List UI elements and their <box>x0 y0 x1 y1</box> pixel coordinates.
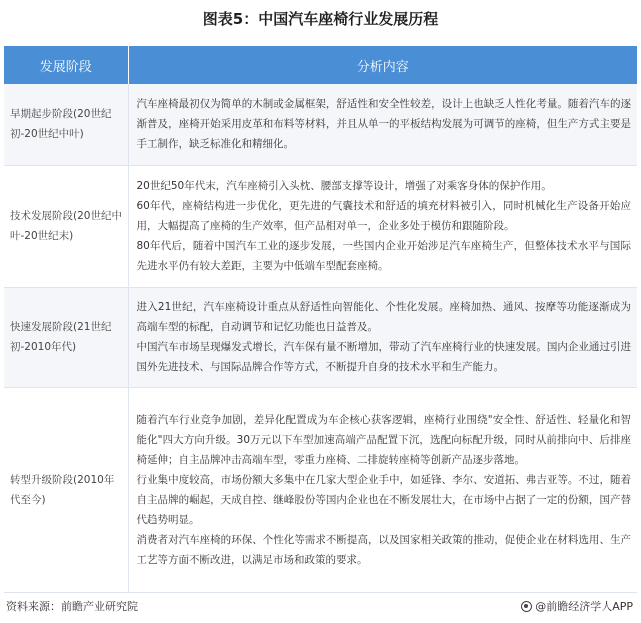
analysis-paragraph: 汽车座椅最初仅为简单的木制或金属框架，舒适性和安全性较差，设计上也缺乏人性化考量。随着汽车的逐渐普及，座椅开始采用皮革和布料等材料，并且从单一的平板结构发展为可调节的座椅，但生产方式主要是手工制作，缺乏标准化和精细化。 <box>136 98 631 151</box>
analysis-paragraph: 60年代，座椅结构进一步优化，更先进的气囊技术和舒适的填充材料被引入，同时机械化生产设备开始应用，大幅提高了座椅的生产效率，但产品相对单一，企业多处于模仿和跟随阶段。 <box>136 200 631 232</box>
analysis-paragraph: 80年代后，随着中国汽车工业的逐步发展，一些国内企业开始涉足汽车座椅生产，但整体技术水平与国际先进水平仍有较大差距，主要为中低端车型配套座椅。 <box>136 240 631 272</box>
analysis-cell <box>128 165 637 287</box>
analysis-cell <box>128 387 637 592</box>
stage-cell: 技术发展阶段(20世纪中叶-20世纪末) <box>4 165 128 287</box>
page-title: 图表5：中国汽车座椅行业发展历程 <box>202 10 439 28</box>
analysis-paragraph: 20世纪50年代末，汽车座椅引入头枕、腰部支撑等设计，增强了对乘客身体的保护作用。 <box>136 180 552 192</box>
stage-cell: 快速发展阶段(21世纪初-2010年代) <box>4 287 128 387</box>
brand-credit <box>521 598 633 614</box>
stage-cell: 早期起步阶段(20世纪初-20世纪中叶) <box>4 84 128 165</box>
table-row <box>4 387 637 592</box>
analysis-paragraph: 随着汽车行业竞争加剧，差异化配置成为车企核心获客逻辑，座椅行业围绕"安全性、舒适性、轻量化和智能化"四大方向升级。30万元以下车型加速高端产品配置下沉，选配向标配升级，同时从前排向中、后排座椅延伸；自主品牌冲击高端车型，零重力座椅、二排旋转座椅等创新产品逐步落地。 <box>136 413 631 466</box>
circle-logo-icon <box>521 601 532 612</box>
stage-cell: 转型升级阶段(2010年代至今) <box>4 387 128 592</box>
analysis-paragraph: 消费者对汽车座椅的环保、个性化等需求不断提高，以及国家相关政策的推动，促使企业在材料选用、生产工艺等方面不断改进，以满足市场和政策的要求。 <box>136 533 631 566</box>
table-row <box>4 287 637 387</box>
source-note: 资料来源：前瞻产业研究院 <box>6 600 138 613</box>
header-analysis: 分析内容 <box>128 46 637 84</box>
header-stage: 发展阶段 <box>4 46 128 84</box>
analysis-paragraph: 中国汽车市场呈现爆发式增长，汽车保有量不断增加，带动了汽车座椅行业的快速发展。国内企业通过引进国外先进技术、与国际品牌合作等方式，不断提升自身的技术水平和生产能力。 <box>136 341 631 373</box>
analysis-paragraph: 行业集中度较高，市场份额大多集中在几家大型企业手中，如延锋、李尔、安道拓、弗吉亚等。不过，随着自主品牌的崛起，天成自控、继峰股份等国内企业也在不断发展壮大，在市场中占据了一定的份额，国产替代趋势明显。 <box>136 473 631 526</box>
table-row <box>4 165 637 287</box>
brand-label: @前瞻经济学人APP <box>535 600 633 613</box>
analysis-cell <box>128 287 637 387</box>
development-table <box>4 46 637 593</box>
analysis-cell <box>128 84 637 165</box>
analysis-paragraph: 进入21世纪，汽车座椅设计重点从舒适性向智能化、个性化发展。座椅加热、通风、按摩等功能逐渐成为高端车型的标配，自动调节和记忆功能也日益普及。 <box>136 301 631 333</box>
table-header-row <box>4 46 637 84</box>
table-row <box>4 84 637 165</box>
